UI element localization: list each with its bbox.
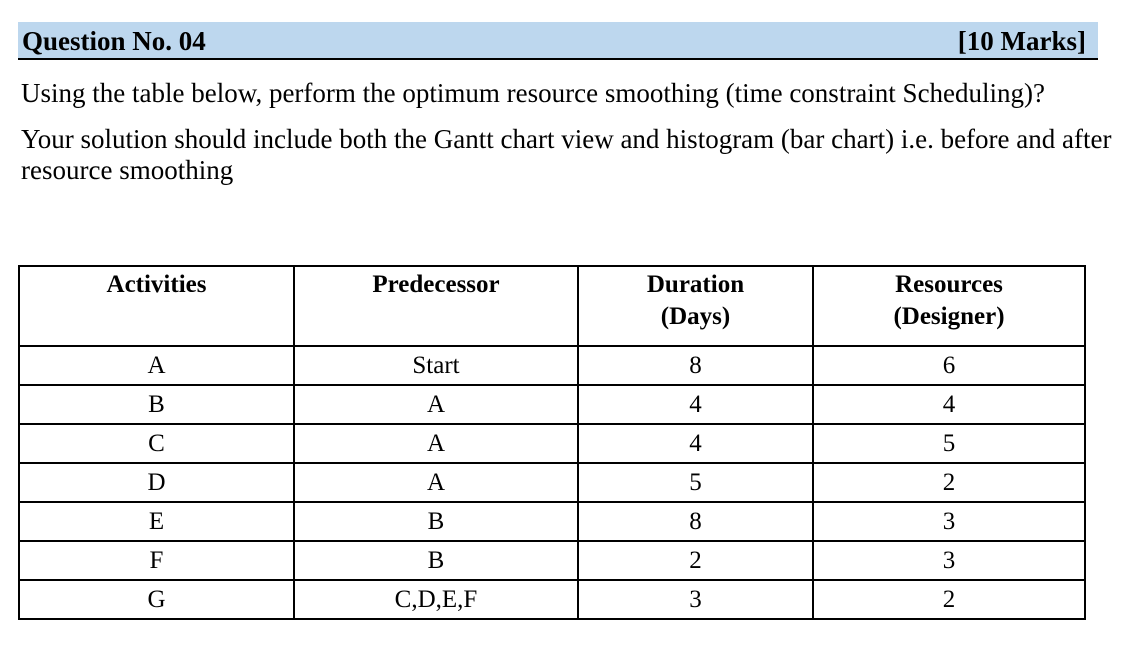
header-resources <box>813 266 1085 346</box>
header-resources-line2: (Designer) <box>893 303 1005 330</box>
activities-table <box>18 265 1086 620</box>
cell-resources: 6 <box>813 346 1085 385</box>
cell-duration: 4 <box>578 424 813 463</box>
table-row <box>19 541 1085 580</box>
cell-activity: C <box>19 424 294 463</box>
cell-predecessor: A <box>294 385 578 424</box>
header-duration <box>578 266 813 346</box>
cell-resources: 3 <box>813 502 1085 541</box>
cell-activity: F <box>19 541 294 580</box>
header-duration-line1: Duration <box>646 271 745 298</box>
cell-predecessor: A <box>294 463 578 502</box>
cell-duration: 2 <box>578 541 813 580</box>
question-title: Question No. 04 <box>22 26 206 56</box>
cell-activity: A <box>19 346 294 385</box>
cell-duration: 3 <box>578 580 813 619</box>
header-resources-line1: Resources <box>895 271 1003 298</box>
table-row <box>19 463 1085 502</box>
cell-activity: D <box>19 463 294 502</box>
instruction-line-1: Using the table below, perform the optimum resource smoothing (time constraint Scheduling)? <box>21 78 1046 108</box>
cell-predecessor: Start <box>294 346 578 385</box>
cell-duration: 5 <box>578 463 813 502</box>
table-row <box>19 502 1085 541</box>
cell-predecessor: C,D,E,F <box>294 580 578 619</box>
question-marks: [10 Marks] <box>957 26 1086 56</box>
cell-duration: 8 <box>578 502 813 541</box>
cell-resources: 4 <box>813 385 1085 424</box>
table-row <box>19 580 1085 619</box>
header-duration-line2: (Days) <box>660 303 731 330</box>
cell-duration: 8 <box>578 346 813 385</box>
question-header-bar <box>18 22 1098 60</box>
cell-activity: G <box>19 580 294 619</box>
cell-resources: 5 <box>813 424 1085 463</box>
cell-resources: 2 <box>813 463 1085 502</box>
header-activities: Activities <box>19 266 294 346</box>
table-row <box>19 385 1085 424</box>
cell-activity: B <box>19 385 294 424</box>
header-predecessor: Predecessor <box>294 266 578 346</box>
cell-resources: 3 <box>813 541 1085 580</box>
table-row <box>19 346 1085 385</box>
instruction-line-2: Your solution should include both the Gantt chart view and histogram (bar chart) i.e. before and after resource smoothing <box>21 124 1112 185</box>
table-row <box>19 424 1085 463</box>
cell-predecessor: B <box>294 502 578 541</box>
cell-predecessor: A <box>294 424 578 463</box>
cell-activity: E <box>19 502 294 541</box>
cell-duration: 4 <box>578 385 813 424</box>
cell-resources: 2 <box>813 580 1085 619</box>
table-header-row <box>19 266 1085 346</box>
cell-predecessor: B <box>294 541 578 580</box>
